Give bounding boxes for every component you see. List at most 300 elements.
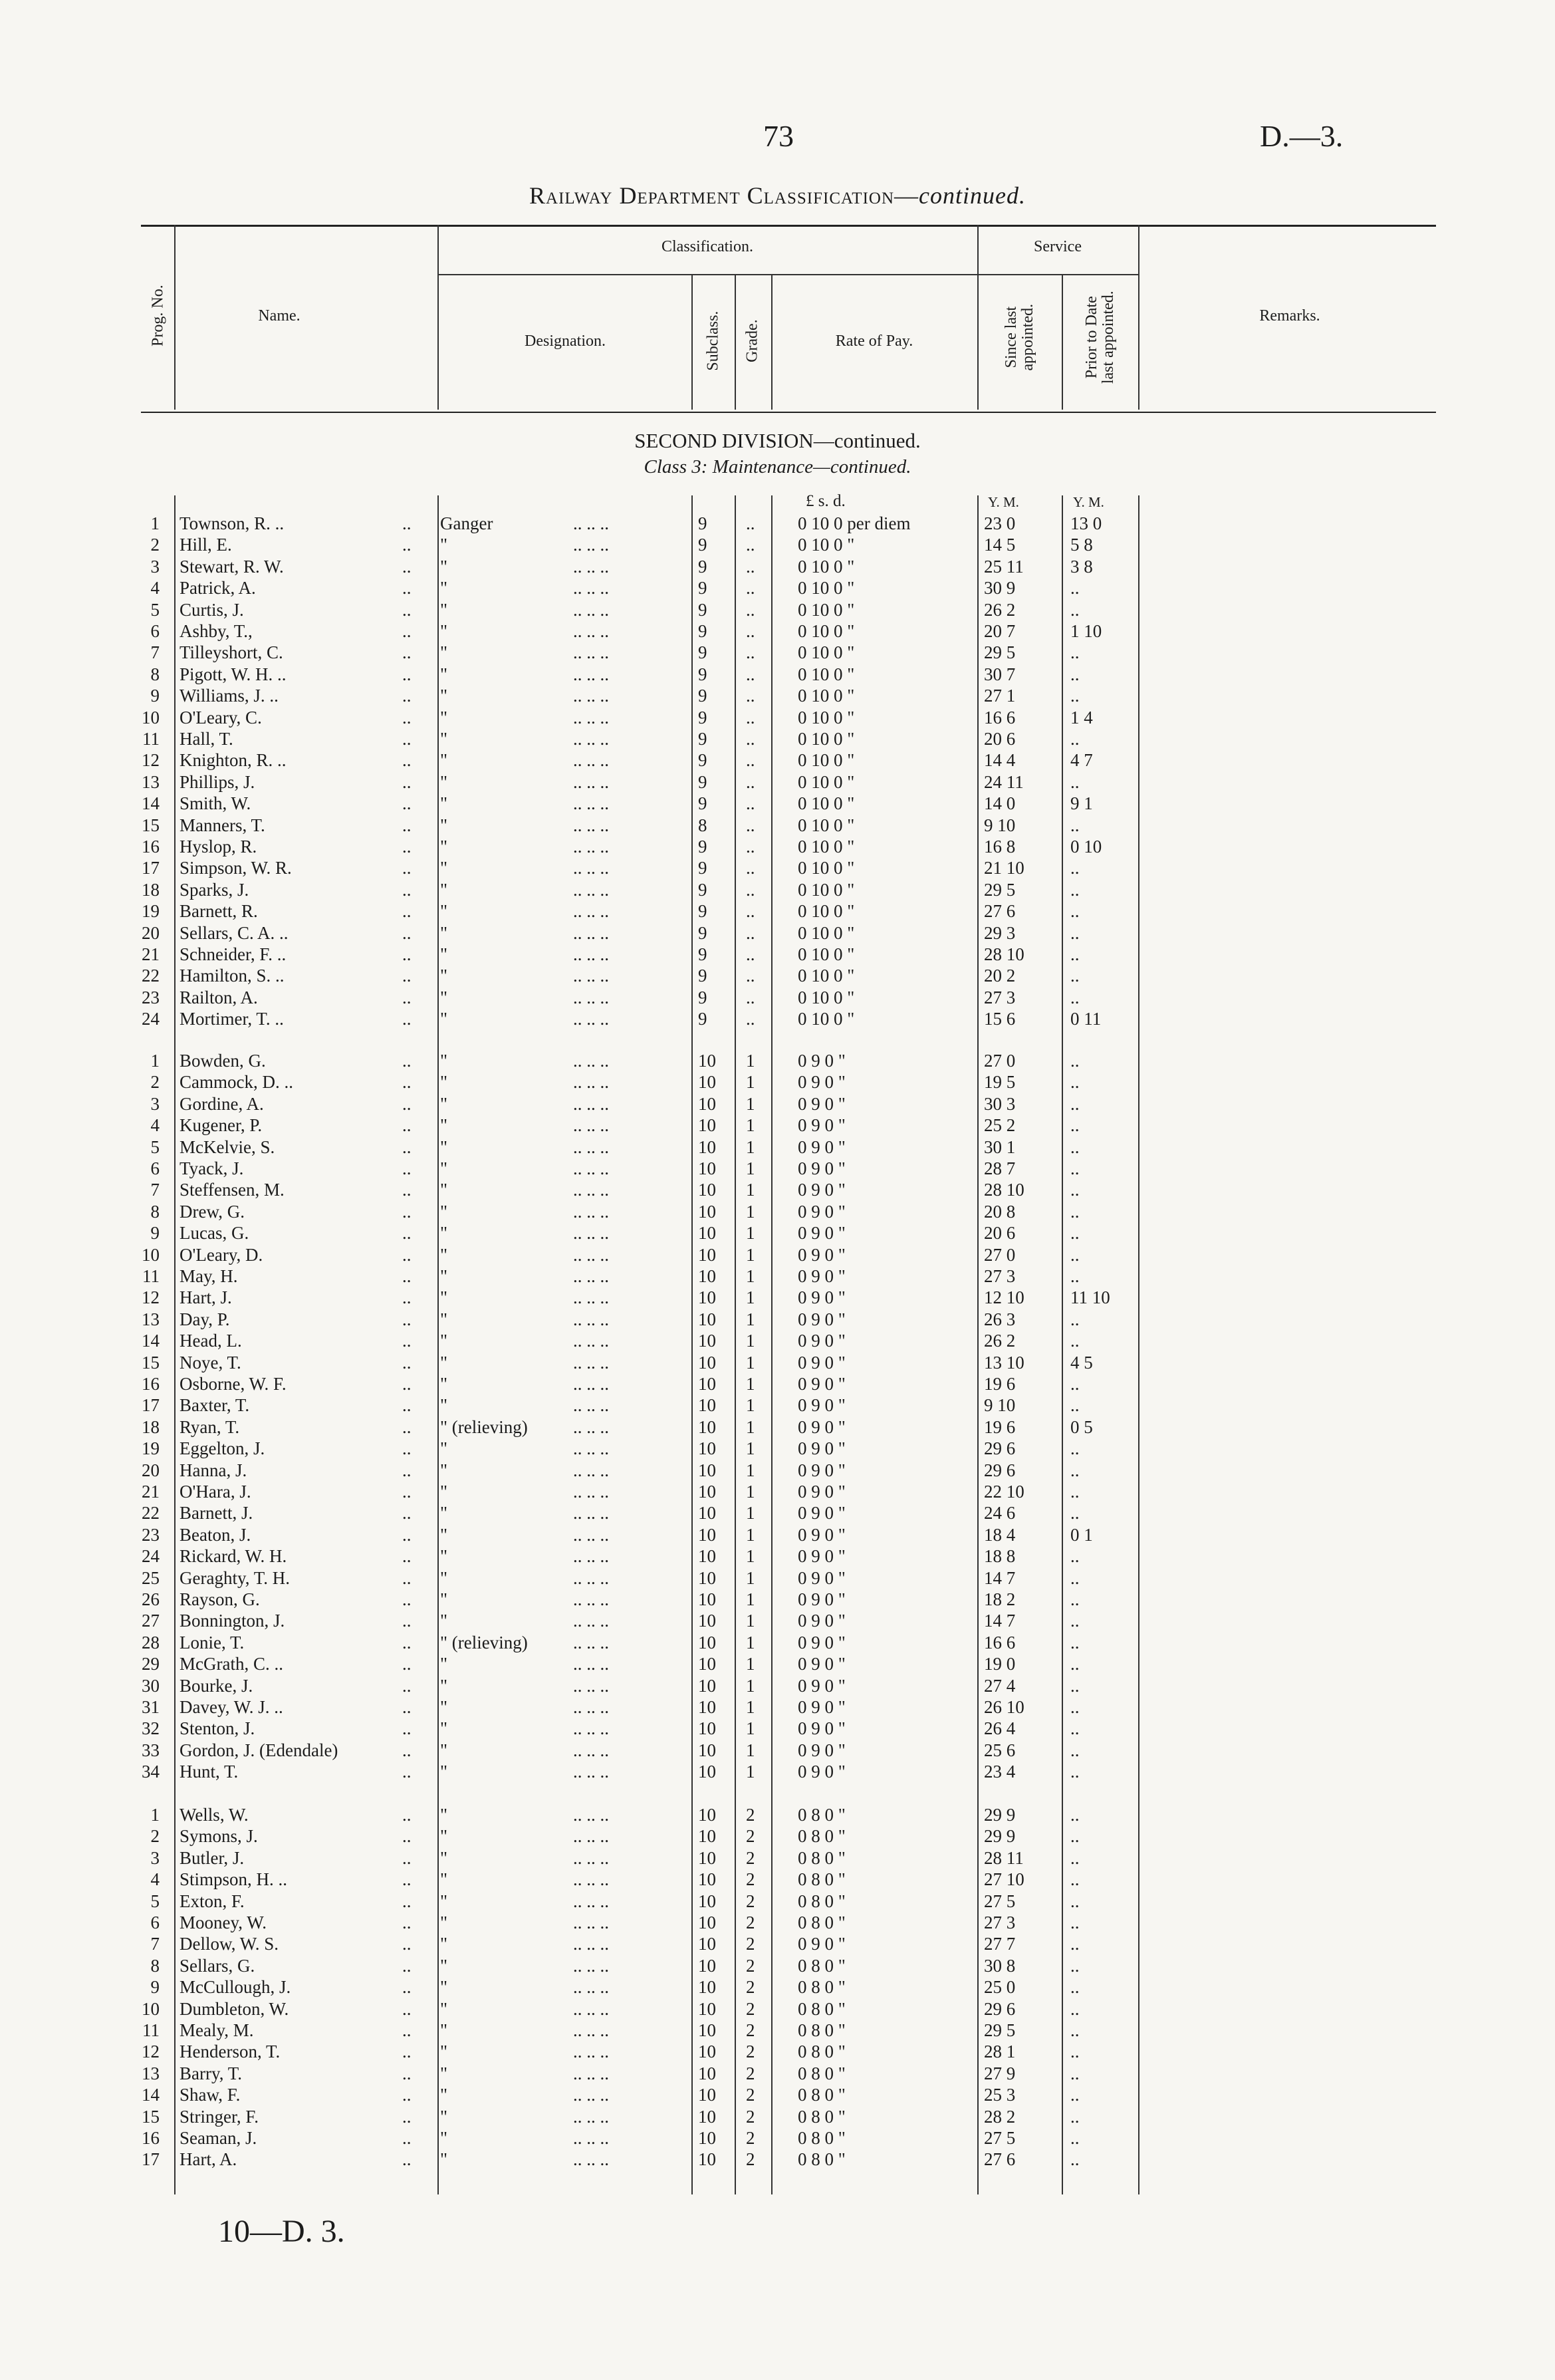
leader-dots: .. bbox=[402, 1309, 412, 1329]
row-rate: 0 8 0 " bbox=[798, 1998, 846, 2019]
row-designation: " bbox=[440, 1266, 448, 1286]
leader-dots: .. bbox=[402, 1352, 412, 1373]
row-number: 12 bbox=[142, 2042, 160, 2062]
row-grade: 1 bbox=[746, 1093, 755, 1114]
row-since-last: 9 10 bbox=[984, 815, 1016, 835]
row-subclass: 9 bbox=[698, 707, 707, 727]
row-subclass: 10 bbox=[698, 1093, 716, 1114]
leader-dots: .. .. .. bbox=[573, 1395, 609, 1416]
table-row bbox=[0, 1675, 1555, 1696]
leader-dots: .. bbox=[402, 1589, 412, 1609]
row-since-last: 16 8 bbox=[984, 837, 1016, 857]
row-rate: 0 10 0 " bbox=[798, 729, 855, 749]
row-grade: 2 bbox=[746, 1955, 755, 1976]
row-designation: " bbox=[440, 556, 448, 577]
leader-dots: .. bbox=[402, 771, 412, 792]
row-subclass: 10 bbox=[698, 1589, 716, 1609]
table-row bbox=[0, 642, 1555, 663]
row-rate: 0 8 0 " bbox=[798, 2063, 846, 2083]
leader-dots: .. .. .. bbox=[573, 1374, 609, 1394]
row-number: 12 bbox=[142, 750, 160, 771]
row-rate: 0 9 0 " bbox=[798, 1352, 846, 1373]
row-subclass: 10 bbox=[698, 1158, 716, 1178]
leader-dots: .. bbox=[402, 1503, 412, 1523]
row-grade: .. bbox=[746, 901, 755, 922]
row-rate: 0 10 0 " bbox=[798, 987, 855, 1007]
row-prior-to-date: .. bbox=[1070, 1331, 1080, 1351]
row-name: Barry, T. bbox=[179, 2063, 242, 2083]
row-prior-to-date: .. bbox=[1070, 879, 1080, 900]
row-prior-to-date: .. bbox=[1070, 2042, 1080, 2062]
row-number: 7 bbox=[150, 642, 160, 663]
row-rate: 0 9 0 " bbox=[798, 1632, 846, 1653]
row-rate: 0 9 0 " bbox=[798, 1223, 846, 1244]
leader-dots: .. .. .. bbox=[573, 1697, 609, 1717]
row-name: Barnett, R. bbox=[179, 901, 258, 922]
row-name: Kugener, P. bbox=[179, 1115, 263, 1136]
row-subclass: 9 bbox=[698, 1009, 707, 1029]
row-since-last: 27 6 bbox=[984, 901, 1016, 922]
row-designation: " bbox=[440, 858, 448, 878]
leader-dots: .. .. .. bbox=[573, 1009, 609, 1029]
row-since-last: 29 6 bbox=[984, 1438, 1016, 1459]
table-row bbox=[0, 1589, 1555, 1610]
leader-dots: .. .. .. bbox=[573, 1891, 609, 1911]
row-grade: .. bbox=[746, 513, 755, 533]
row-designation: " bbox=[440, 1762, 448, 1782]
row-designation: " bbox=[440, 1331, 448, 1351]
row-grade: 2 bbox=[746, 1891, 755, 1911]
row-designation: " bbox=[440, 642, 448, 663]
row-number: 11 bbox=[142, 729, 160, 749]
leader-dots: .. .. .. bbox=[573, 1266, 609, 1286]
row-number: 2 bbox=[150, 1826, 160, 1847]
row-designation: " bbox=[440, 686, 448, 706]
row-since-last: 24 6 bbox=[984, 1503, 1016, 1523]
leader-dots: .. .. .. bbox=[573, 664, 609, 684]
row-grade: 2 bbox=[746, 2063, 755, 2083]
row-rate: 0 8 0 " bbox=[798, 2042, 846, 2062]
row-name: Mortimer, T. .. bbox=[179, 1009, 284, 1029]
leader-dots: .. .. .. bbox=[573, 1180, 609, 1200]
row-number: 14 bbox=[142, 1331, 160, 1351]
header-rule bbox=[437, 274, 977, 275]
row-rate: 0 10 0 " bbox=[798, 793, 855, 814]
row-prior-to-date: 3 8 bbox=[1070, 556, 1093, 577]
leader-dots: .. .. .. bbox=[573, 1740, 609, 1760]
row-number: 22 bbox=[142, 1503, 160, 1523]
row-designation: " (relieving) bbox=[440, 1632, 528, 1653]
row-rate: 0 9 0 " bbox=[798, 1438, 846, 1459]
row-grade: .. bbox=[746, 599, 755, 620]
row-designation: " bbox=[440, 944, 448, 964]
row-prior-to-date: .. bbox=[1070, 1675, 1080, 1696]
table-row bbox=[0, 2127, 1555, 2149]
row-subclass: 9 bbox=[698, 858, 707, 878]
row-subclass: 9 bbox=[698, 642, 707, 663]
row-since-last: 23 0 bbox=[984, 513, 1016, 533]
table-row bbox=[0, 1416, 1555, 1438]
row-designation: " bbox=[440, 771, 448, 792]
row-grade: 1 bbox=[746, 1331, 755, 1351]
leader-dots: .. .. .. bbox=[573, 901, 609, 922]
row-number: 17 bbox=[142, 2149, 160, 2170]
table-row bbox=[0, 965, 1555, 986]
row-number: 13 bbox=[142, 771, 160, 792]
row-prior-to-date: .. bbox=[1070, 2149, 1080, 2170]
row-since-last: 26 10 bbox=[984, 1697, 1024, 1717]
column-header-prior-to-date: Prior to Date last appointed. bbox=[1082, 291, 1117, 384]
table-row bbox=[0, 556, 1555, 577]
row-rate: 0 9 0 " bbox=[798, 1374, 846, 1394]
row-grade: .. bbox=[746, 707, 755, 727]
table-row bbox=[0, 620, 1555, 642]
row-designation: " bbox=[440, 1589, 448, 1609]
row-name: Hill, E. bbox=[179, 535, 232, 555]
leader-dots: .. .. .. bbox=[573, 879, 609, 900]
row-number: 2 bbox=[150, 1072, 160, 1093]
table-row bbox=[0, 2149, 1555, 2170]
row-grade: 1 bbox=[746, 1438, 755, 1459]
row-designation: " bbox=[440, 1180, 448, 1200]
row-prior-to-date: .. bbox=[1070, 1589, 1080, 1609]
row-grade: 1 bbox=[746, 1632, 755, 1653]
row-subclass: 10 bbox=[698, 1632, 716, 1653]
row-prior-to-date: .. bbox=[1070, 1093, 1080, 1114]
row-rate: 0 9 0 " bbox=[798, 1201, 846, 1222]
row-since-last: 29 9 bbox=[984, 1805, 1016, 1825]
row-since-last: 14 0 bbox=[984, 793, 1016, 814]
table-row bbox=[0, 1761, 1555, 1782]
table-row bbox=[0, 922, 1555, 944]
table-row bbox=[0, 534, 1555, 555]
row-prior-to-date: .. bbox=[1070, 2106, 1080, 2127]
row-name: Rayson, G. bbox=[179, 1589, 260, 1609]
row-since-last: 24 11 bbox=[984, 771, 1024, 792]
table-row bbox=[0, 1481, 1555, 1502]
row-since-last: 29 6 bbox=[984, 1460, 1016, 1480]
row-rate: 0 9 0 " bbox=[798, 1503, 846, 1523]
row-name: Railton, A. bbox=[179, 987, 258, 1007]
row-rate: 0 9 0 " bbox=[798, 1093, 846, 1114]
leader-dots: .. .. .. bbox=[573, 1093, 609, 1114]
row-grade: 1 bbox=[746, 1589, 755, 1609]
row-grade: 2 bbox=[746, 2020, 755, 2040]
row-rate: 0 8 0 " bbox=[798, 1869, 846, 1890]
table-row bbox=[0, 1287, 1555, 1308]
leader-dots: .. bbox=[402, 2106, 412, 2127]
row-subclass: 10 bbox=[698, 2128, 716, 2148]
row-prior-to-date: 4 7 bbox=[1070, 750, 1093, 771]
row-grade: .. bbox=[746, 578, 755, 598]
row-number: 3 bbox=[150, 556, 160, 577]
leader-dots: .. .. .. bbox=[573, 793, 609, 814]
row-designation: " bbox=[440, 793, 448, 814]
leader-dots: .. .. .. bbox=[573, 944, 609, 964]
row-name: Noye, T. bbox=[179, 1352, 241, 1373]
row-subclass: 10 bbox=[698, 1567, 716, 1588]
row-rate: 0 8 0 " bbox=[798, 2128, 846, 2148]
row-since-last: 30 1 bbox=[984, 1136, 1016, 1157]
row-since-last: 19 0 bbox=[984, 1654, 1016, 1674]
row-designation: " bbox=[440, 837, 448, 857]
table-row bbox=[0, 879, 1555, 900]
row-number: 23 bbox=[142, 1524, 160, 1545]
leader-dots: .. .. .. bbox=[573, 1805, 609, 1825]
row-since-last: 30 3 bbox=[984, 1093, 1016, 1114]
row-grade: 1 bbox=[746, 1136, 755, 1157]
row-prior-to-date: .. bbox=[1070, 642, 1080, 663]
row-subclass: 10 bbox=[698, 1395, 716, 1416]
row-subclass: 10 bbox=[698, 2149, 716, 2170]
table-row bbox=[0, 1330, 1555, 1351]
row-rate: 0 9 0 " bbox=[798, 1654, 846, 1674]
table-row bbox=[0, 1912, 1555, 1933]
row-prior-to-date: .. bbox=[1070, 1309, 1080, 1329]
row-grade: 1 bbox=[746, 1223, 755, 1244]
leader-dots: .. bbox=[402, 1913, 412, 1932]
row-number: 10 bbox=[142, 1998, 160, 2019]
row-since-last: 30 9 bbox=[984, 578, 1016, 598]
table-row bbox=[0, 1933, 1555, 1954]
row-rate: 0 10 0 " bbox=[798, 707, 855, 727]
row-name: Williams, J. .. bbox=[179, 686, 279, 706]
row-rate: 0 8 0 " bbox=[798, 2020, 846, 2040]
leader-dots: .. bbox=[402, 1223, 412, 1244]
leader-dots: .. bbox=[402, 1891, 412, 1911]
table-row bbox=[0, 1955, 1555, 1976]
row-name: Ashby, T., bbox=[179, 621, 253, 641]
row-designation: " bbox=[440, 1891, 448, 1911]
leader-dots: .. bbox=[402, 1611, 412, 1631]
row-grade: .. bbox=[746, 922, 755, 943]
row-since-last: 28 7 bbox=[984, 1158, 1016, 1178]
row-rate: 0 8 0 " bbox=[798, 1847, 846, 1868]
row-rate: 0 9 0 " bbox=[798, 1762, 846, 1782]
row-name: Stewart, R. W. bbox=[179, 556, 284, 577]
leader-dots: .. .. .. bbox=[573, 1287, 609, 1308]
row-designation: " bbox=[440, 535, 448, 555]
row-subclass: 10 bbox=[698, 1051, 716, 1071]
row-rate: 0 9 0 " bbox=[798, 1675, 846, 1696]
leader-dots: .. .. .. bbox=[573, 1913, 609, 1932]
row-subclass: 10 bbox=[698, 1136, 716, 1157]
row-grade: .. bbox=[746, 686, 755, 706]
row-since-last: 25 6 bbox=[984, 1740, 1016, 1760]
row-rate: 0 8 0 " bbox=[798, 2149, 846, 2170]
row-name: Head, L. bbox=[179, 1331, 242, 1351]
leader-dots: .. .. .. bbox=[573, 1589, 609, 1609]
row-since-last: 14 5 bbox=[984, 535, 1016, 555]
leader-dots: .. .. .. bbox=[573, 750, 609, 771]
row-number: 9 bbox=[150, 1223, 160, 1244]
row-designation: " bbox=[440, 1460, 448, 1480]
row-subclass: 10 bbox=[698, 1180, 716, 1200]
row-subclass: 10 bbox=[698, 2020, 716, 2040]
leader-dots: .. bbox=[402, 1009, 412, 1029]
column-header-subclass: Subclass. bbox=[704, 311, 722, 371]
row-grade: 1 bbox=[746, 1201, 755, 1222]
row-rate: 0 9 0 " bbox=[798, 1158, 846, 1178]
row-prior-to-date: 0 10 bbox=[1070, 837, 1102, 857]
row-prior-to-date: 1 4 bbox=[1070, 707, 1093, 727]
table-row bbox=[0, 2020, 1555, 2041]
column-header-name: Name. bbox=[258, 307, 300, 325]
row-grade: 1 bbox=[746, 1740, 755, 1760]
row-grade: 1 bbox=[746, 1482, 755, 1502]
row-since-last: 28 11 bbox=[984, 1847, 1024, 1868]
row-subclass: 10 bbox=[698, 2085, 716, 2105]
row-subclass: 10 bbox=[698, 1934, 716, 1954]
row-rate: 0 9 0 " bbox=[798, 1697, 846, 1717]
table-row bbox=[0, 1115, 1555, 1136]
row-rate: 0 10 0 " bbox=[798, 1009, 855, 1029]
row-subclass: 10 bbox=[698, 1416, 716, 1437]
row-subclass: 9 bbox=[698, 535, 707, 555]
row-since-last: 27 0 bbox=[984, 1051, 1016, 1071]
row-since-last: 27 5 bbox=[984, 2128, 1016, 2148]
row-grade: 1 bbox=[746, 1654, 755, 1674]
row-subclass: 9 bbox=[698, 729, 707, 749]
leader-dots: .. bbox=[402, 1374, 412, 1394]
leader-dots: .. .. .. bbox=[573, 1438, 609, 1459]
row-number: 29 bbox=[142, 1654, 160, 1674]
row-designation: " bbox=[440, 1654, 448, 1674]
row-since-last: 26 2 bbox=[984, 599, 1016, 620]
leader-dots: .. .. .. bbox=[573, 556, 609, 577]
row-prior-to-date: .. bbox=[1070, 1826, 1080, 1847]
leader-dots: .. bbox=[402, 837, 412, 857]
row-rate: 0 8 0 " bbox=[798, 2085, 846, 2105]
row-grade: .. bbox=[746, 642, 755, 663]
row-since-last: 16 6 bbox=[984, 1632, 1016, 1653]
row-number: 1 bbox=[150, 1805, 160, 1825]
row-grade: 1 bbox=[746, 1503, 755, 1523]
leader-dots: .. .. .. bbox=[573, 642, 609, 663]
row-number: 30 bbox=[142, 1675, 160, 1696]
row-subclass: 10 bbox=[698, 1223, 716, 1244]
table-row bbox=[0, 707, 1555, 728]
row-prior-to-date: .. bbox=[1070, 1158, 1080, 1178]
row-number: 31 bbox=[142, 1697, 160, 1717]
row-since-last: 15 6 bbox=[984, 1009, 1016, 1029]
table-row bbox=[0, 685, 1555, 706]
row-name: Shaw, F. bbox=[179, 2085, 241, 2105]
row-grade: .. bbox=[746, 966, 755, 986]
leader-dots: .. bbox=[402, 1546, 412, 1567]
class-heading: Class 3: Maintenance—continued. bbox=[644, 456, 911, 477]
leader-dots: .. bbox=[402, 556, 412, 577]
row-designation: " bbox=[440, 987, 448, 1007]
column-header-remarks: Remarks. bbox=[1259, 307, 1320, 325]
row-number: 7 bbox=[150, 1934, 160, 1954]
row-subclass: 10 bbox=[698, 1524, 716, 1545]
row-grade: .. bbox=[746, 771, 755, 792]
row-since-last: 26 3 bbox=[984, 1309, 1016, 1329]
row-prior-to-date: 0 1 bbox=[1070, 1524, 1093, 1545]
row-prior-to-date: .. bbox=[1070, 1955, 1080, 1976]
row-grade: .. bbox=[746, 879, 755, 900]
row-since-last: 29 5 bbox=[984, 879, 1016, 900]
row-since-last: 29 6 bbox=[984, 1998, 1016, 2019]
row-subclass: 10 bbox=[698, 1374, 716, 1394]
row-prior-to-date: .. bbox=[1070, 1136, 1080, 1157]
row-since-last: 27 5 bbox=[984, 1891, 1016, 1911]
row-rate: 0 9 0 " bbox=[798, 1416, 846, 1437]
leader-dots: .. bbox=[402, 987, 412, 1007]
row-prior-to-date: .. bbox=[1070, 1611, 1080, 1631]
row-rate: 0 10 0 " bbox=[798, 621, 855, 641]
row-grade: 2 bbox=[746, 2085, 755, 2105]
row-name: Hunt, T. bbox=[179, 1762, 239, 1782]
row-number: 24 bbox=[142, 1546, 160, 1567]
row-number: 28 bbox=[142, 1632, 160, 1653]
row-since-last: 27 0 bbox=[984, 1244, 1016, 1265]
row-grade: 1 bbox=[746, 1051, 755, 1071]
row-since-last: 20 7 bbox=[984, 621, 1016, 641]
row-grade: .. bbox=[746, 858, 755, 878]
row-designation: " bbox=[440, 1913, 448, 1932]
row-since-last: 18 8 bbox=[984, 1546, 1016, 1567]
row-rate: 0 8 0 " bbox=[798, 1955, 846, 1976]
leader-dots: .. bbox=[402, 2128, 412, 2148]
table-row bbox=[0, 1309, 1555, 1330]
row-designation: " bbox=[440, 707, 448, 727]
row-number: 11 bbox=[142, 1266, 160, 1286]
table-row bbox=[0, 1179, 1555, 1200]
row-grade: .. bbox=[746, 944, 755, 964]
row-subclass: 10 bbox=[698, 2063, 716, 2083]
leader-dots: .. .. .. bbox=[573, 2020, 609, 2040]
row-rate: 0 10 0 " bbox=[798, 922, 855, 943]
row-number: 5 bbox=[150, 1891, 160, 1911]
row-rate: 0 9 0 " bbox=[798, 1266, 846, 1286]
leader-dots: .. .. .. bbox=[573, 621, 609, 641]
row-rate: 0 8 0 " bbox=[798, 1977, 846, 1998]
row-designation: " bbox=[440, 1136, 448, 1157]
row-since-last: 9 10 bbox=[984, 1395, 1016, 1416]
leader-dots: .. .. .. bbox=[573, 1567, 609, 1588]
table-row bbox=[0, 1394, 1555, 1416]
row-designation: " bbox=[440, 1072, 448, 1093]
row-subclass: 10 bbox=[698, 1826, 716, 1847]
row-grade: .. bbox=[746, 793, 755, 814]
table-row bbox=[0, 749, 1555, 771]
row-name: Hart, A. bbox=[179, 2149, 237, 2170]
row-number: 16 bbox=[142, 837, 160, 857]
row-subclass: 10 bbox=[698, 1352, 716, 1373]
row-number: 15 bbox=[142, 2106, 160, 2127]
row-name: Dumbleton, W. bbox=[179, 1998, 289, 2019]
row-designation: " bbox=[440, 2020, 448, 2040]
row-number: 23 bbox=[142, 987, 160, 1007]
row-since-last: 18 2 bbox=[984, 1589, 1016, 1609]
row-grade: 1 bbox=[746, 1611, 755, 1631]
leader-dots: .. .. .. bbox=[573, 707, 609, 727]
row-since-last: 20 2 bbox=[984, 966, 1016, 986]
leader-dots: .. bbox=[402, 1136, 412, 1157]
row-subclass: 9 bbox=[698, 837, 707, 857]
leader-dots: .. .. .. bbox=[573, 599, 609, 620]
row-number: 19 bbox=[142, 1438, 160, 1459]
row-grade: 1 bbox=[746, 1374, 755, 1394]
row-designation: " bbox=[440, 1611, 448, 1631]
row-rate: 0 9 0 " bbox=[798, 1287, 846, 1308]
row-designation: " bbox=[440, 1524, 448, 1545]
column-divider bbox=[174, 225, 176, 410]
row-subclass: 10 bbox=[698, 1955, 716, 1976]
row-name: Stimpson, H. .. bbox=[179, 1869, 288, 1890]
